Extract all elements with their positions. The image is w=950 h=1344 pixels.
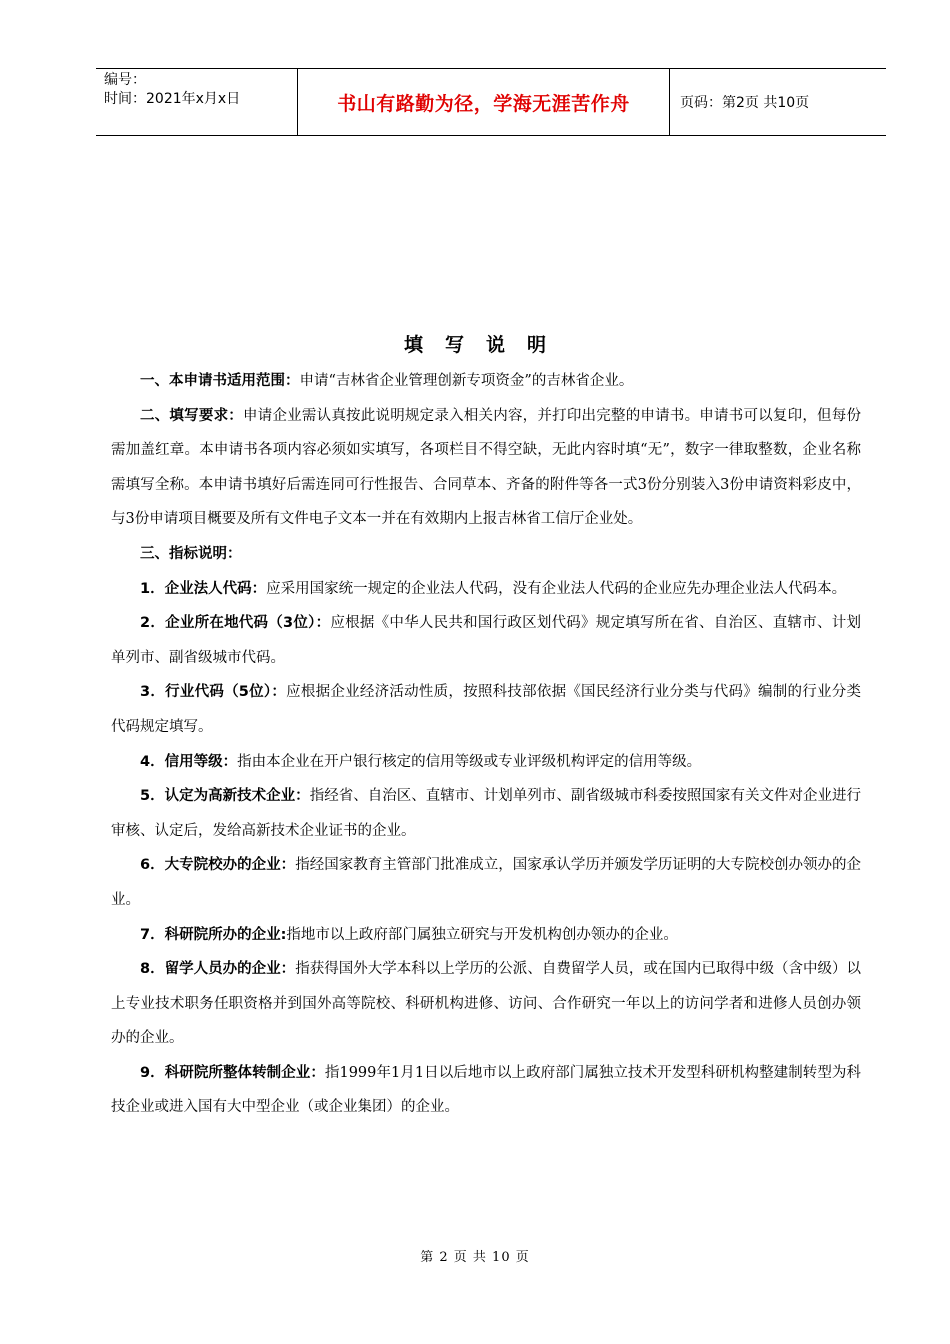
item-text: 指获得国外大学本科以上学历的公派、自费留学人员，或在国内已取得中级（含中级）以上专业技术职务任职资格并到国外高等院校、科研机构进修、访问、合作研究一年以上的访问学者和进修人员创办领办的企业。	[111, 961, 861, 1047]
item-industry-code	[111, 675, 861, 744]
item-text: 指1999年1月1日以后地市以上政府部门属独立技术开发型科研机构整建制转型为科技企业或进入国有大中型企业（或企业集团）的企业。	[111, 1064, 861, 1116]
document-body	[111, 364, 861, 1125]
section-label: 三、指标说明：	[140, 545, 242, 562]
item-text: 指地市以上政府部门属独立研究与开发机构创办领办的企业。	[286, 926, 678, 943]
item-college-enterprise	[111, 848, 861, 917]
serial-label: 编号：	[104, 72, 146, 88]
item-label: 3．行业代码（5位）：	[140, 684, 287, 701]
item-label: 9．科研院所整体转制企业：	[140, 1064, 325, 1081]
item-label: 6．大专院校办的企业：	[140, 857, 296, 874]
header-meta-cell	[96, 69, 298, 135]
item-text: 应根据《中华人民共和国行政区划代码》规定填写所在省、自治区、直辖市、计划单列市、副省级城市代码。	[111, 615, 861, 666]
section-indicators	[111, 537, 861, 572]
header-page-info: 页码：第2页 共10页	[680, 95, 810, 111]
item-restructured-enterprise	[111, 1056, 861, 1125]
section-text: 申请“吉林省企业管理创新专项资金”的吉林省企业。	[299, 373, 634, 389]
item-text: 应根据企业经济活动性质，按照科技部依据《国民经济行业分类与代码》编制的行业分类代码规定填写。	[111, 684, 861, 735]
item-label: 5．认定为高新技术企业：	[140, 788, 310, 805]
section-label: 一、本申请书适用范围：	[140, 373, 300, 389]
page-footer: 第 2 页 共 10 页	[420, 1250, 530, 1265]
header-table	[96, 68, 886, 136]
item-text: 指由本企业在开户银行核定的信用等级或专业评级机构评定的信用等级。	[237, 753, 702, 770]
time-label: 时间：2021年x月x日	[104, 91, 241, 107]
section-label: 二、填写要求：	[140, 407, 244, 424]
item-label: 2．企业所在地代码（3位）：	[140, 615, 331, 632]
section-requirements	[111, 399, 861, 537]
item-label: 1．企业法人代码：	[140, 580, 267, 597]
item-location-code	[111, 606, 861, 675]
item-text: 应采用国家统一规定的企业法人代码，没有企业法人代码的企业应先办理企业法人代码本。	[266, 580, 847, 597]
item-label: 7．科研院所办的企业:	[140, 926, 287, 943]
section-text: 申请企业需认真按此说明规定录入相关内容，并打印出完整的申请书。申请书可以复印，但每份需加盖红章。本申请书各项内容必须如实填写，各项栏目不得空缺，无此内容时填“无”，数字一律取整数，企业名称需填写全称。本申请书填好后需连同可行性报告、合同草本、齐备的附件等各一式3份分别装入3份申请资料彩皮中，与3份申请项目概要及所有文件电子文本一并在有效期内上报吉林省工信厅企业处。	[111, 407, 861, 528]
item-high-tech	[111, 779, 861, 848]
item-label: 4．信用等级：	[140, 753, 238, 770]
item-credit-rating	[111, 745, 861, 780]
item-legal-code	[111, 572, 861, 607]
header-motto: 书山有路勤为径，学海无涯苦作舟	[298, 69, 670, 135]
item-returnee-enterprise	[111, 952, 861, 1056]
item-text: 指经省、自治区、直辖市、计划单列市、副省级城市科委按照国家有关文件对企业进行审核、认定后，发给高新技术企业证书的企业。	[111, 788, 862, 839]
item-text: 指经国家教育主管部门批准成立，国家承认学历并颁发学历证明的大专院校创办领办的企业。	[111, 857, 861, 908]
document-title: 填写说明	[403, 334, 568, 356]
item-research-institute-enterprise	[111, 918, 861, 953]
item-label: 8．留学人员办的企业：	[140, 961, 296, 978]
section-scope	[111, 364, 861, 399]
